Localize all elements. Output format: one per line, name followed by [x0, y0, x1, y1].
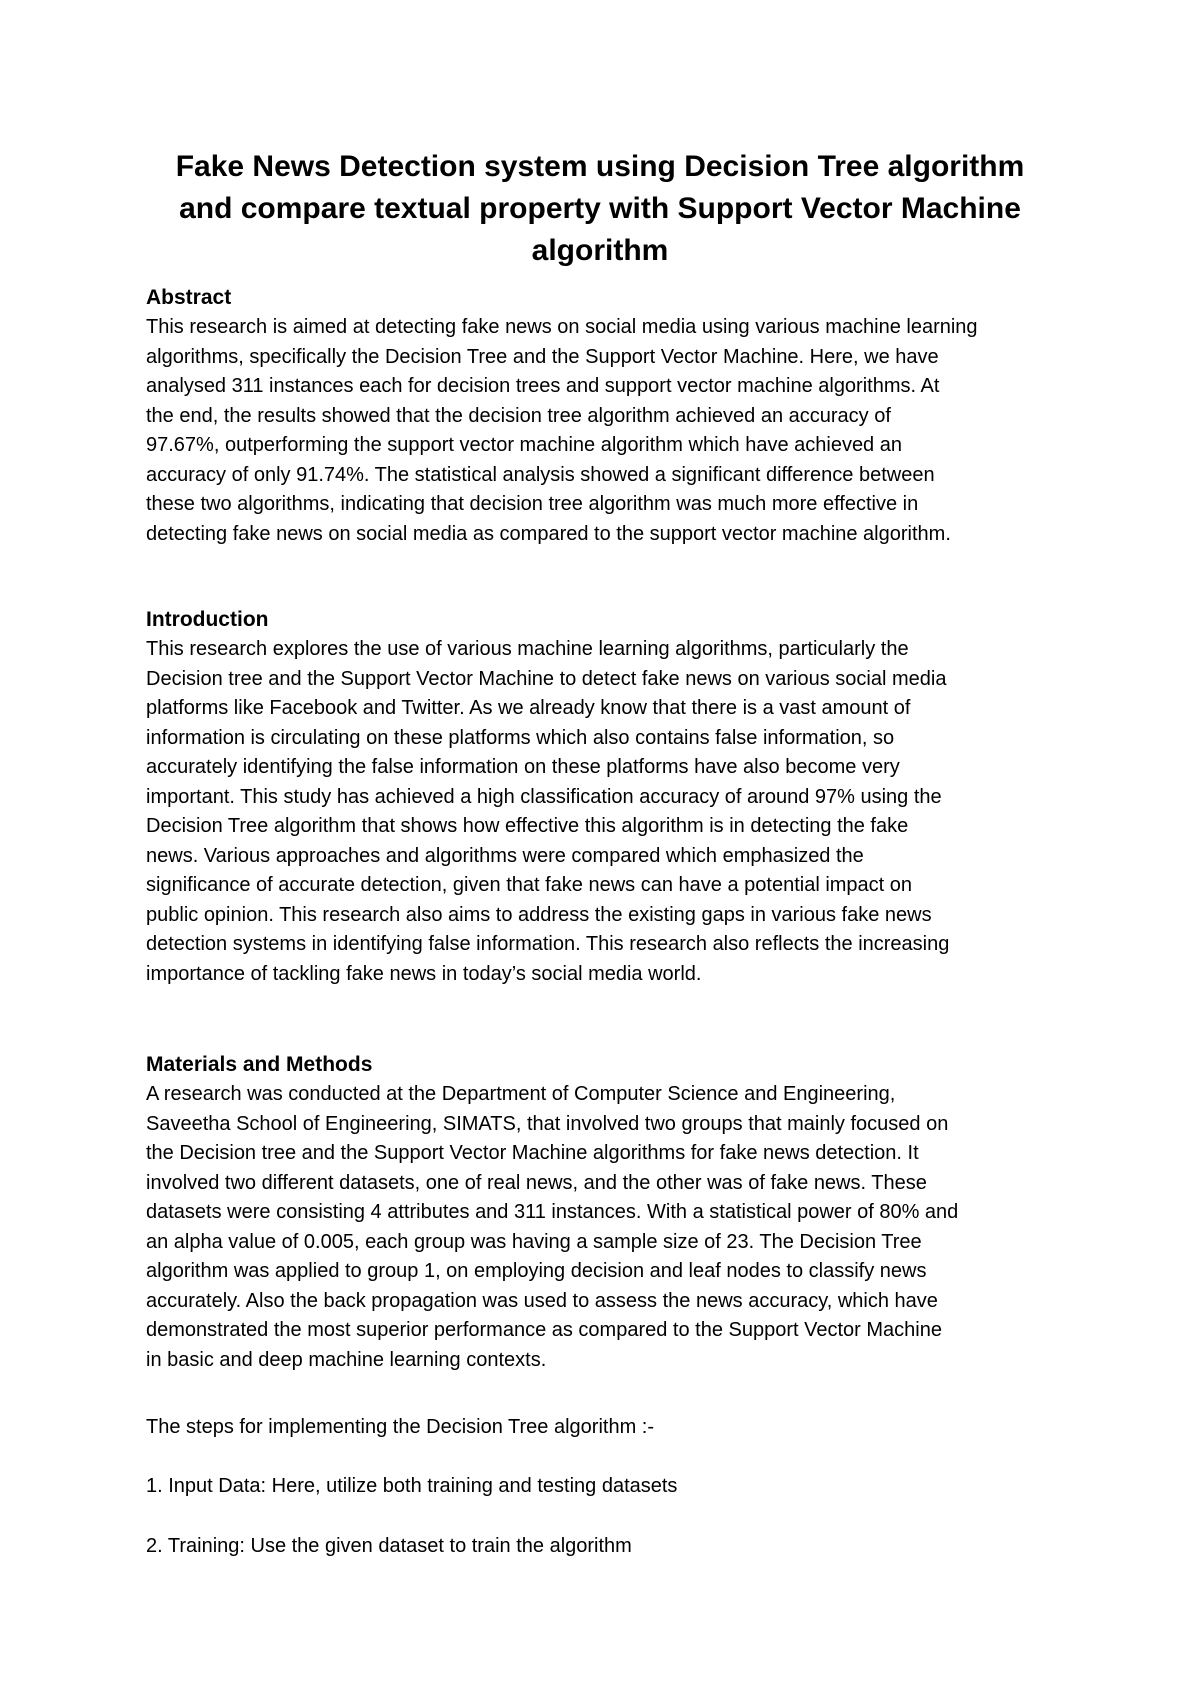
title-line: and compare textual property with Support Vector Machine	[179, 192, 1021, 225]
text-line: Saveetha School of Engineering, SIMATS, that involved two groups that mainly focused on	[146, 1112, 949, 1135]
text-line: analysed 311 instances each for decision trees and support vector machine algorithms. At	[146, 375, 940, 397]
introduction-heading: Introduction	[146, 608, 269, 631]
text-line: A research was conducted at the Department of Computer Science and Engineering,	[146, 1083, 896, 1105]
text-line: detection systems in identifying false information. This research also reflects the increasing	[146, 933, 950, 955]
text-line: news. Various approaches and algorithms were compared which emphasized the	[146, 844, 864, 867]
text-line: accurately identifying the false information on these platforms have also become very	[146, 756, 900, 778]
abstract-section	[146, 283, 1076, 549]
text-line: accurately. Also the back propagation was used to assess the news accuracy, which have	[146, 1289, 938, 1312]
text-line: This research is aimed at detecting fake news on social media using various machine learning	[146, 316, 978, 338]
introduction-paragraph	[146, 635, 1076, 989]
text-line: the Decision tree and the Support Vector Machine algorithms for fake news detection. It	[146, 1142, 919, 1164]
text-line: an alpha value of 0.005, each group was having a sample size of 23. The Decision Tree	[146, 1230, 922, 1253]
text-line: involved two different datasets, one of real news, and the other was of fake news. These	[146, 1171, 927, 1194]
text-line: importance of tackling fake news in today’s social media world.	[146, 962, 702, 985]
text-line: information is circulating on these platforms which also contains false information, so	[146, 726, 895, 749]
step-item: 2. Training: Use the given dataset to train the algorithm	[146, 1535, 632, 1557]
abstract-paragraph	[146, 313, 1076, 549]
text-line: Decision tree and the Support Vector Machine to detect fake news on various social media	[146, 667, 947, 690]
text-line: in basic and deep machine learning contexts.	[146, 1348, 547, 1371]
text-line: 97.67%, outperforming the support vector machine algorithm which have achieved an	[146, 434, 902, 456]
abstract-heading: Abstract	[146, 286, 232, 309]
text-line: accuracy of only 91.74%. The statistical analysis showed a significant difference between	[146, 463, 935, 486]
introduction-section	[146, 605, 1076, 989]
document-title	[120, 146, 1080, 272]
materials-methods-paragraph	[146, 1080, 1076, 1375]
text-line: important. This study has achieved a high classification accuracy of around 97% using the	[146, 785, 942, 808]
title-line: algorithm	[531, 234, 669, 267]
text-line: the end, the results showed that the decision tree algorithm achieved an accuracy of	[146, 404, 891, 427]
text-line: This research explores the use of various machine learning algorithms, particularly the	[146, 638, 909, 660]
steps-intro: The steps for implementing the Decision Tree algorithm :-	[146, 1416, 654, 1438]
text-line: demonstrated the most superior performance as compared to the Support Vector Machine	[146, 1319, 942, 1341]
title-line: Fake News Detection system using Decision Tree algorithm	[175, 150, 1025, 183]
text-line: algorithms, specifically the Decision Tree and the Support Vector Machine. Here, we have	[146, 345, 939, 368]
text-line: significance of accurate detection, given that fake news can have a potential impact on	[146, 874, 913, 896]
text-line: algorithm was applied to group 1, on employing decision and leaf nodes to classify news	[146, 1260, 927, 1282]
materials-methods-heading: Materials and Methods	[146, 1053, 373, 1076]
materials-methods-section	[146, 1050, 1076, 1375]
text-line: public opinion. This research also aims to address the existing gaps in various fake news	[146, 903, 932, 926]
text-line: platforms like Facebook and Twitter. As we already know that there is a vast amount of	[146, 697, 911, 719]
text-line: detecting fake news on social media as compared to the support vector machine algorithm.	[146, 522, 951, 545]
text-line: Decision Tree algorithm that shows how effective this algorithm is in detecting the fake	[146, 815, 909, 837]
text-line: datasets were consisting 4 attributes and 311 instances. With a statistical power of 80% and	[146, 1201, 959, 1223]
step-item: 1. Input Data: Here, utilize both training and testing datasets	[146, 1475, 678, 1497]
text-line: these two algorithms, indicating that decision tree algorithm was much more effective in	[146, 493, 919, 515]
